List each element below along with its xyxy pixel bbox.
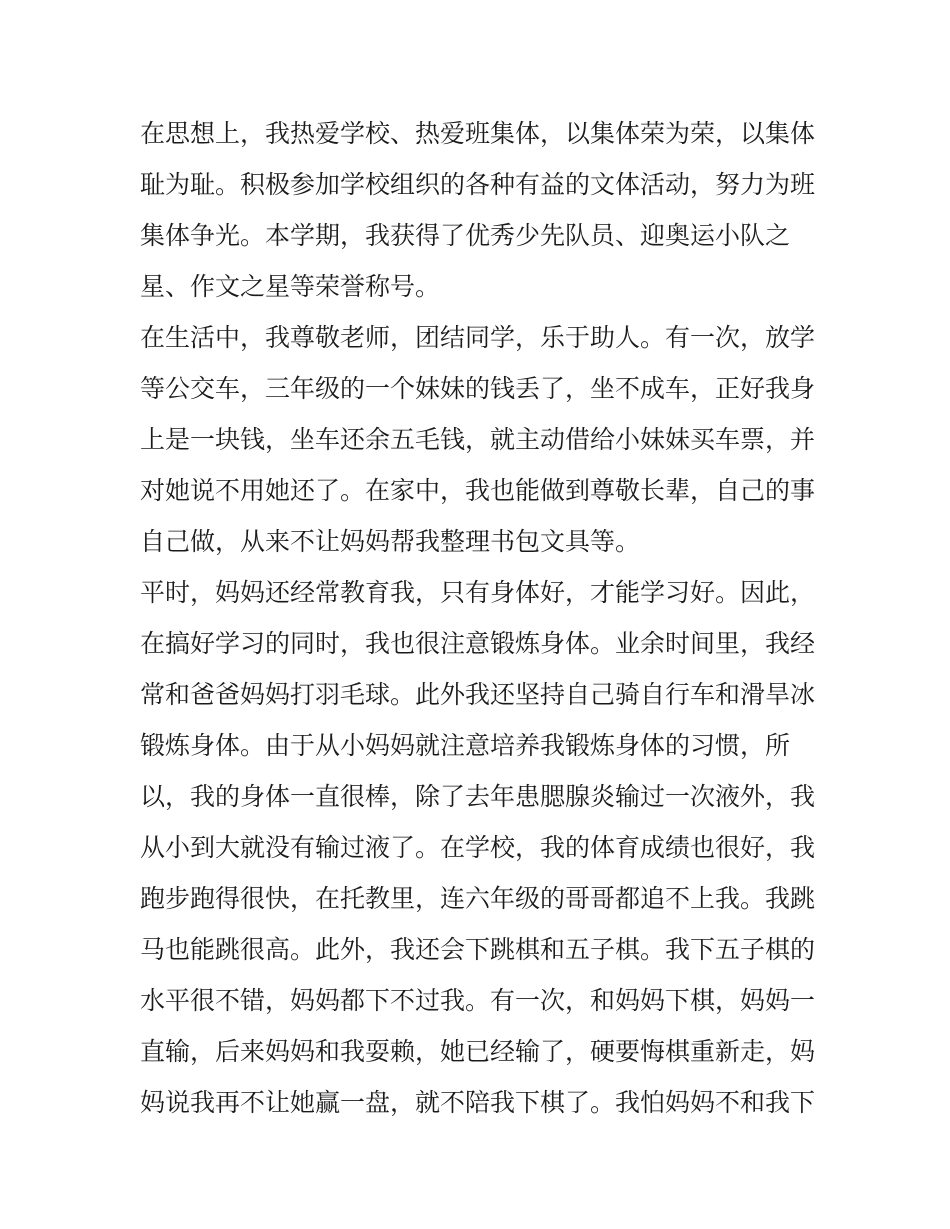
text-line: 妈说我再不让她赢一盘，就不陪我下棋了。我怕妈妈不和我下 bbox=[140, 1088, 816, 1117]
text-line: 在生活中，我尊敬老师，团结同学，乐于助人。有一次，放学 bbox=[140, 323, 816, 352]
paragraph-3 bbox=[140, 567, 820, 1128]
text-line: 平时，妈妈还经常教育我，只有身体好，才能学习好。因此， bbox=[140, 578, 816, 607]
text-line: 跑步跑得很快，在托教里，连六年级的哥哥都追不上我。我跳 bbox=[140, 884, 816, 913]
text-line: 水平很不错，妈妈都下不过我。有一次，和妈妈下棋，妈妈一 bbox=[140, 986, 816, 1015]
text-line: 对她说不用她还了。在家中，我也能做到尊敬长辈，自己的事 bbox=[140, 476, 816, 505]
text-line: 直输，后来妈妈和我耍赖，她已经输了，硬要悔棋重新走，妈 bbox=[140, 1037, 816, 1066]
text-line: 在思想上，我热爱学校、热爱班集体，以集体荣为荣，以集体 bbox=[140, 119, 816, 148]
text-line: 上是一块钱，坐车还余五毛钱，就主动借给小妹妹买车票，并 bbox=[140, 425, 816, 454]
paragraph-2 bbox=[140, 312, 820, 567]
text-line: 集体争光。本学期，我获得了优秀少先队员、迎奥运小队之 bbox=[140, 221, 791, 250]
text-line: 马也能跳很高。此外，我还会下跳棋和五子棋。我下五子棋的 bbox=[140, 935, 816, 964]
text-line: 锻炼身体。由于从小妈妈就注意培养我锻炼身体的习惯，所 bbox=[140, 731, 791, 760]
text-line: 等公交车，三年级的一个妹妹的钱丢了，坐不成车，正好我身 bbox=[140, 374, 816, 403]
text-line: 耻为耻。积极参加学校组织的各种有益的文体活动，努力为班 bbox=[140, 170, 816, 199]
paragraph-1 bbox=[140, 108, 820, 312]
document-body bbox=[140, 108, 820, 1128]
text-line: 常和爸爸妈妈打羽毛球。此外我还坚持自己骑自行车和滑旱冰 bbox=[140, 680, 816, 709]
text-line: 星、作文之星等荣誉称号。 bbox=[140, 272, 441, 301]
text-line: 以，我的身体一直很棒，除了去年患腮腺炎输过一次液外，我 bbox=[140, 782, 816, 811]
text-line: 从小到大就没有输过液了。在学校，我的体育成绩也很好，我 bbox=[140, 833, 816, 862]
text-line: 在搞好学习的同时，我也很注意锻炼身体。业余时间里，我经 bbox=[140, 629, 816, 658]
text-line: 自己做，从来不让妈妈帮我整理书包文具等。 bbox=[140, 527, 641, 556]
